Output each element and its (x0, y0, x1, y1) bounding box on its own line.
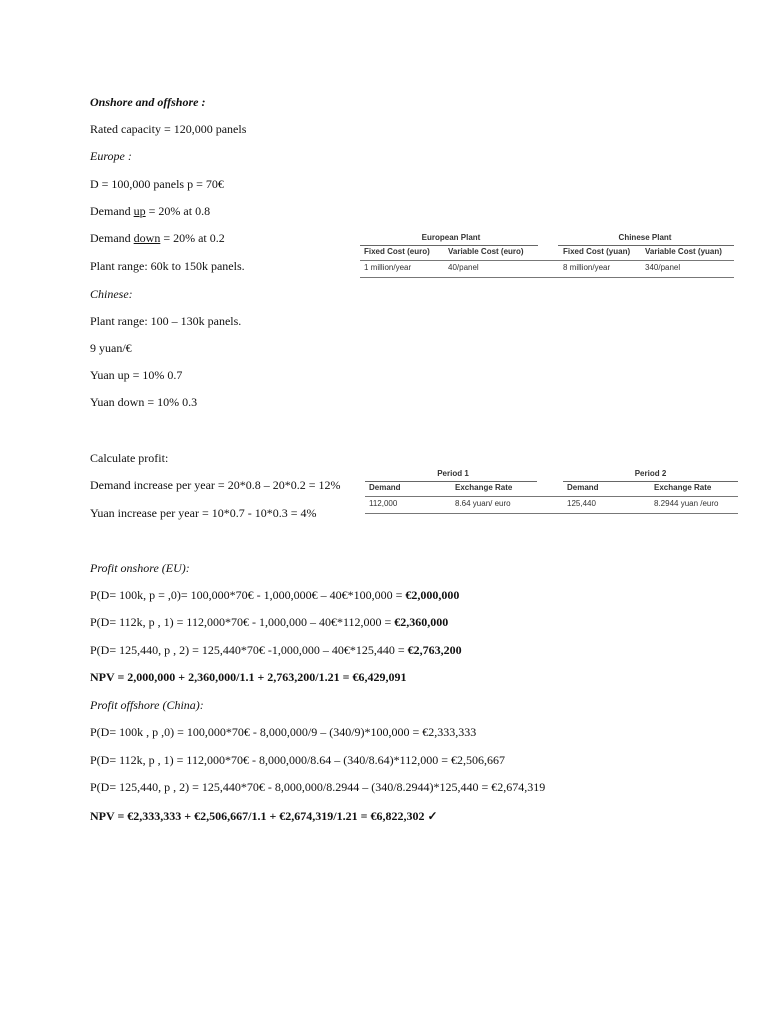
chinese-plant-heading: Chinese Plant (618, 233, 672, 242)
onshore-period1-result: €2,360,000 (394, 615, 449, 629)
plant-range-eu-line: Plant range: 60k to 150k panels. (90, 259, 245, 273)
header-rule (365, 496, 738, 497)
european-plant-heading: European Plant (421, 233, 481, 242)
offshore-npv-line: NPV = €2,333,333 + €2,506,667/1.1 + €2,674,319/1.21 = €6,822,302 ✓ (90, 809, 438, 823)
table-header: Fixed Cost (euro) (364, 247, 430, 256)
profit-offshore-label: Profit offshore (China): (90, 698, 204, 712)
demand-down-line (90, 230, 225, 246)
profit-onshore-label: Profit onshore (EU): (90, 561, 190, 575)
demand-up-prefix: Demand (90, 204, 134, 218)
table-cell: 125,440 (567, 499, 596, 508)
calculate-profit-line: Calculate profit: (90, 451, 169, 465)
section-heading: Onshore and offshore : (90, 95, 206, 109)
offshore-period0-line: P(D= 100k , p ,0) = 100,000*70€ - 8,000,000/9 – (340/9)*100,000 = €2,333,333 (90, 725, 477, 739)
table-cell: 112,000 (369, 499, 398, 508)
table-cell: 8.64 yuan/ euro (455, 499, 511, 508)
table-cell: 8 million/year (563, 263, 611, 272)
yuan-down-line: Yuan down = 10% 0.3 (90, 395, 198, 409)
demand-up-line (90, 203, 210, 219)
onshore-period2-line (90, 642, 462, 658)
onshore-period2-formula: P(D= 125,440, p , 2) = 125,440*70€ -1,000,000 – 40€*125,440 = (90, 643, 408, 657)
exchange-rate-line: 9 yuan/€ (90, 341, 132, 355)
bottom-rule (365, 513, 738, 514)
chinese-plant-underline (558, 245, 734, 246)
offshore-period1-line: P(D= 112k, p , 1) = 112,000*70€ - 8,000,000/8.64 – (340/8.64)*112,000 = €2,506,667 (90, 753, 505, 767)
europe-label: Europe : (90, 149, 132, 163)
demand-price-line: D = 100,000 panels p = 70€ (90, 177, 224, 191)
table-header: Exchange Rate (455, 483, 513, 492)
period-table (365, 469, 738, 517)
table-header: Exchange Rate (654, 483, 712, 492)
onshore-period2-result: €2,763,200 (407, 643, 462, 657)
table-header: Fixed Cost (yuan) (563, 247, 631, 256)
table-header: Demand (369, 483, 401, 492)
demand-down-suffix: = 20% at 0.2 (160, 231, 225, 245)
table-header: Demand (567, 483, 599, 492)
onshore-period0-formula: P(D= 100k, p = ,0)= 100,000*70€ - 1,000,000€ – 40€*100,000 = (90, 588, 406, 602)
rated-capacity-line: Rated capacity = 120,000 panels (90, 122, 247, 136)
table-cell: 40/panel (448, 263, 479, 272)
demand-up-suffix: = 20% at 0.8 (145, 204, 211, 218)
yuan-up-line: Yuan up = 10% 0.7 (90, 368, 183, 382)
plant-cost-table (360, 233, 734, 281)
onshore-period1-line (90, 614, 448, 630)
header-rule (360, 260, 734, 261)
yuan-increase-line: Yuan increase per year = 10*0.7 - 10*0.3 = 4% (90, 506, 317, 520)
bottom-rule (360, 277, 734, 278)
demand-down-prefix: Demand (90, 231, 134, 245)
demand-up-word: up (133, 204, 146, 218)
demand-down-word: down (133, 231, 161, 245)
period1-heading: Period 1 (437, 469, 469, 478)
table-header: Variable Cost (euro) (448, 247, 524, 256)
table-cell: 1 million/year (364, 263, 412, 272)
table-header: Variable Cost (yuan) (645, 247, 722, 256)
onshore-period0-line (90, 587, 459, 603)
plant-range-cn-line: Plant range: 100 – 130k panels. (90, 314, 242, 328)
table-cell: 8.2944 yuan /euro (654, 499, 719, 508)
chinese-label: Chinese: (90, 287, 133, 301)
offshore-period2-line: P(D= 125,440, p , 2) = 125,440*70€ - 8,000,000/8.2944 – (340/8.2944)*125,440 = €2,674,319 (90, 780, 546, 794)
onshore-period0-result: €2,000,000 (405, 588, 460, 602)
table-cell: 340/panel (645, 263, 681, 272)
period2-underline (563, 481, 738, 482)
period2-heading: Period 2 (634, 469, 667, 478)
demand-increase-line: Demand increase per year = 20*0.8 – 20*0.2 = 12% (90, 478, 341, 492)
onshore-period1-formula: P(D= 112k, p , 1) = 112,000*70€ - 1,000,000 – 40€*112,000 = (90, 615, 395, 629)
european-plant-underline (360, 245, 538, 246)
onshore-npv-line: NPV = 2,000,000 + 2,360,000/1.1 + 2,763,200/1.21 = €6,429,091 (90, 670, 407, 684)
period1-underline (365, 481, 537, 482)
